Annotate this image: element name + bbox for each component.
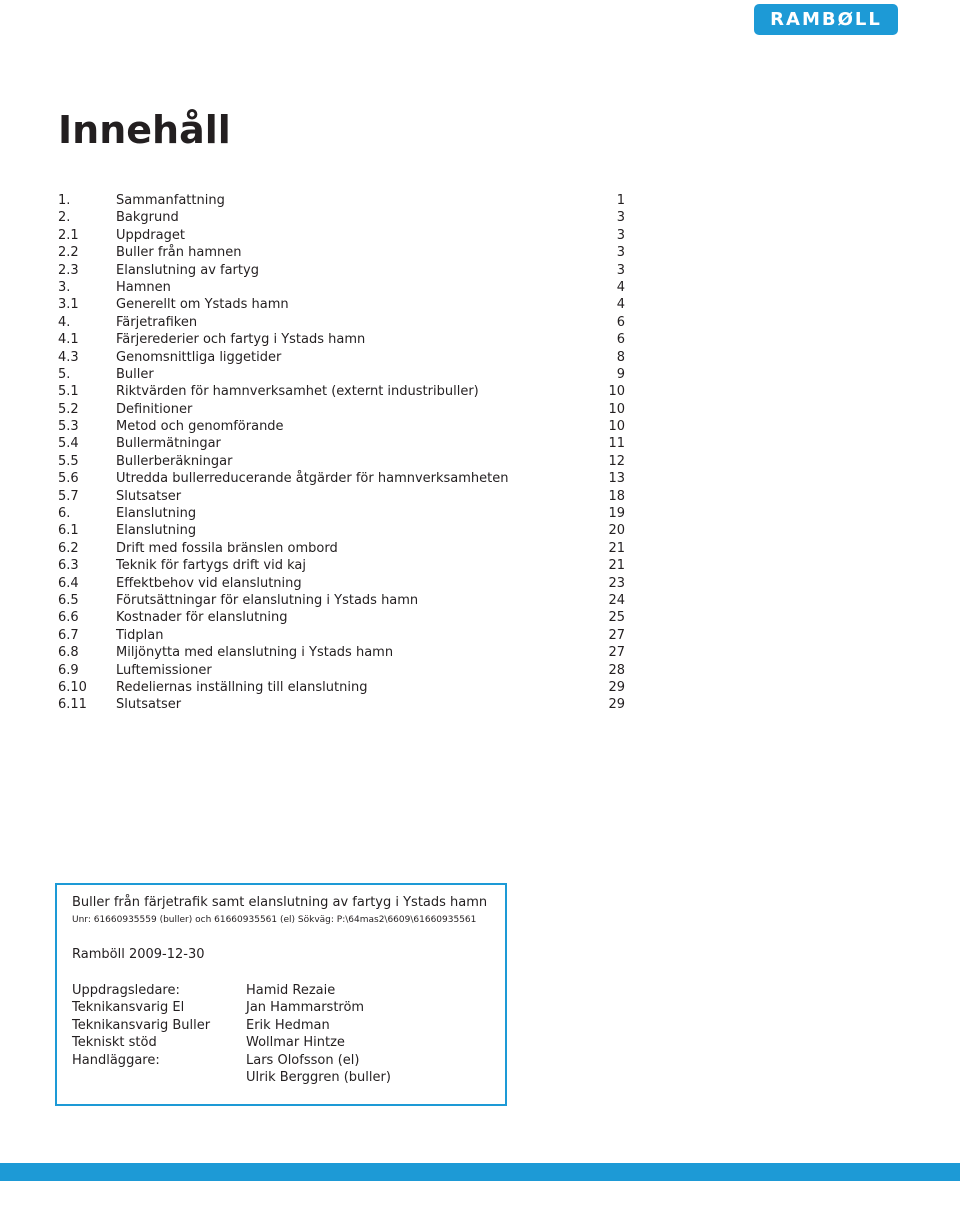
toc-page: 13 bbox=[608, 471, 625, 487]
toc-text: Hamnen bbox=[116, 279, 171, 295]
toc-number: 6.2 bbox=[58, 540, 79, 556]
logo-text: RAMBØLL bbox=[770, 9, 882, 30]
toc-number: 5.1 bbox=[58, 384, 79, 400]
toc-entry bbox=[58, 209, 628, 226]
document-reference: Unr: 61660935559 (buller) och 61660935561 (el) Sökväg: P:\64mas2\6609\61660935561 bbox=[72, 915, 477, 925]
toc-entry bbox=[58, 349, 628, 366]
toc-entry bbox=[58, 401, 628, 418]
toc-entry bbox=[58, 331, 628, 348]
toc-text: Riktvärden för hamnverksamhet (externt industribuller) bbox=[116, 384, 479, 400]
toc-text: Sammanfattning bbox=[116, 193, 225, 208]
toc-entry bbox=[58, 244, 628, 261]
toc-number: 2. bbox=[58, 210, 71, 226]
toc-text: Färjerederier och fartyg i Ystads hamn bbox=[116, 332, 366, 348]
toc-entry bbox=[58, 696, 628, 713]
toc-page: 11 bbox=[608, 436, 625, 452]
toc-number: 4.3 bbox=[58, 349, 79, 365]
toc-page: 9 bbox=[616, 366, 625, 382]
toc-page: 4 bbox=[616, 297, 625, 313]
toc-number: 5.6 bbox=[58, 471, 79, 487]
toc-number: 6.6 bbox=[58, 610, 79, 626]
toc-text: Buller från hamnen bbox=[116, 245, 242, 261]
toc-number: 2.3 bbox=[58, 262, 79, 278]
role-label: Teknikansvarig Buller bbox=[72, 1017, 211, 1033]
toc-entry bbox=[58, 557, 628, 574]
toc-entry bbox=[58, 453, 628, 470]
names-column bbox=[246, 982, 391, 1086]
toc-entry bbox=[58, 679, 628, 696]
toc-number: 6.5 bbox=[58, 592, 79, 608]
toc-text: Bullerberäkningar bbox=[116, 453, 233, 469]
toc-number: 4. bbox=[58, 314, 71, 330]
toc-number: 5.5 bbox=[58, 453, 79, 469]
toc-number: 6.4 bbox=[58, 575, 79, 591]
toc-page: 27 bbox=[608, 645, 625, 661]
toc-entry bbox=[58, 366, 628, 383]
toc-text: Slutsatser bbox=[116, 697, 182, 713]
person-name: Lars Olofsson (el) bbox=[246, 1052, 360, 1068]
page-title: Innehåll bbox=[58, 108, 231, 152]
toc-number: 2.1 bbox=[58, 227, 79, 243]
toc-text: Definitioner bbox=[116, 401, 193, 417]
toc-entry bbox=[58, 522, 628, 539]
toc-text: Luftemissioner bbox=[116, 662, 212, 678]
toc-text: Elanslutning bbox=[116, 523, 197, 539]
toc-entry bbox=[58, 418, 628, 435]
person-name: Ulrik Berggren (buller) bbox=[246, 1069, 391, 1085]
person-name: Jan Hammarström bbox=[246, 1000, 365, 1016]
roles-column bbox=[72, 982, 210, 1069]
toc-number: 6.8 bbox=[58, 645, 79, 661]
toc-text: Slutsatser bbox=[116, 488, 182, 504]
toc-text: Teknik för fartygs drift vid kaj bbox=[116, 558, 306, 574]
toc-entry bbox=[58, 488, 628, 505]
toc-entry bbox=[58, 262, 628, 279]
toc-text: Tidplan bbox=[116, 627, 164, 643]
toc-entry bbox=[58, 644, 628, 661]
toc-page: 21 bbox=[608, 558, 625, 574]
toc-page: 27 bbox=[608, 627, 625, 643]
toc-page: 3 bbox=[616, 210, 625, 226]
toc-page: 4 bbox=[616, 279, 625, 295]
toc-page: 6 bbox=[616, 332, 625, 348]
role-label: Teknikansvarig El bbox=[72, 1000, 185, 1016]
toc-number: 3. bbox=[58, 279, 71, 295]
toc-entry bbox=[58, 609, 628, 626]
toc-text: Elanslutning bbox=[116, 506, 197, 522]
toc-text: Utredda bullerreducerande åtgärder för hamnverksamheten bbox=[116, 471, 509, 487]
toc-page: 29 bbox=[608, 697, 625, 713]
person-name: Wollmar Hintze bbox=[246, 1035, 345, 1051]
toc-entry bbox=[58, 575, 628, 592]
toc-page: 8 bbox=[616, 349, 625, 365]
toc-entry bbox=[58, 627, 628, 644]
toc-number: 3.1 bbox=[58, 297, 79, 313]
toc-number: 5.2 bbox=[58, 401, 79, 417]
toc-text: Buller bbox=[116, 366, 154, 382]
toc-page: 28 bbox=[608, 662, 625, 678]
toc-text: Effektbehov vid elanslutning bbox=[116, 575, 302, 591]
toc-page: 3 bbox=[616, 245, 625, 261]
toc-number: 5.7 bbox=[58, 488, 79, 504]
toc-page: 24 bbox=[608, 592, 625, 608]
toc-page: 19 bbox=[608, 506, 625, 522]
toc-text: Bullermätningar bbox=[116, 436, 221, 452]
toc-text: Kostnader för elanslutning bbox=[116, 610, 288, 626]
document-date: Ramböll 2009-12-30 bbox=[72, 947, 205, 962]
toc-page: 10 bbox=[608, 384, 625, 400]
toc-text: Färjetrafiken bbox=[116, 314, 198, 330]
toc-entry bbox=[58, 296, 628, 313]
toc-text: Genomsnittliga liggetider bbox=[116, 349, 282, 365]
toc-page: 3 bbox=[616, 262, 625, 278]
toc-text: Metod och genomförande bbox=[116, 419, 284, 435]
toc-number: 5. bbox=[58, 366, 71, 382]
toc-number: 1. bbox=[58, 193, 71, 208]
role-label: Tekniskt stöd bbox=[72, 1035, 157, 1051]
toc-number: 4.1 bbox=[58, 332, 79, 348]
toc-page: 12 bbox=[608, 453, 625, 469]
toc-entry bbox=[58, 192, 628, 209]
toc-text: Bakgrund bbox=[116, 210, 179, 226]
toc-text: Uppdraget bbox=[116, 227, 185, 243]
toc-entry bbox=[58, 592, 628, 609]
toc-page: 6 bbox=[616, 314, 625, 330]
toc-text: Förutsättningar för elanslutning i Ystads hamn bbox=[116, 592, 419, 608]
toc-text: Drift med fossila bränslen ombord bbox=[116, 540, 338, 556]
toc-text: Redeliernas inställning till elanslutning bbox=[116, 679, 368, 695]
toc-number: 6.7 bbox=[58, 627, 79, 643]
toc-page: 10 bbox=[608, 419, 625, 435]
document-title: Buller från färjetrafik samt elanslutning av fartyg i Ystads hamn bbox=[72, 895, 488, 910]
toc-entry bbox=[58, 662, 628, 679]
toc-number: 6.9 bbox=[58, 662, 79, 678]
footer-bar bbox=[0, 1163, 960, 1181]
toc-text: Generellt om Ystads hamn bbox=[116, 297, 289, 313]
role-label: Uppdragsledare: bbox=[72, 983, 180, 998]
toc-number: 6.1 bbox=[58, 523, 79, 539]
table-of-contents bbox=[58, 192, 628, 714]
toc-page: 21 bbox=[608, 540, 625, 556]
toc-entry bbox=[58, 470, 628, 487]
toc-number: 5.4 bbox=[58, 436, 79, 452]
person-name: Hamid Rezaie bbox=[246, 983, 336, 998]
toc-page: 29 bbox=[608, 679, 625, 695]
toc-entry bbox=[58, 279, 628, 296]
toc-entry bbox=[58, 435, 628, 452]
toc-number: 2.2 bbox=[58, 245, 79, 261]
toc-entry bbox=[58, 540, 628, 557]
toc-entry bbox=[58, 383, 628, 400]
toc-page: 25 bbox=[608, 610, 625, 626]
document-info-box bbox=[55, 883, 507, 1106]
toc-page: 10 bbox=[608, 401, 625, 417]
toc-entry bbox=[58, 227, 628, 244]
toc-page: 23 bbox=[608, 575, 625, 591]
toc-page: 18 bbox=[608, 488, 625, 504]
toc-number: 6.10 bbox=[58, 679, 87, 695]
ramboll-logo bbox=[754, 4, 898, 35]
role-label: Handläggare: bbox=[72, 1052, 160, 1068]
toc-number: 6.11 bbox=[58, 697, 87, 713]
toc-page: 3 bbox=[616, 227, 625, 243]
toc-page: 20 bbox=[608, 523, 625, 539]
toc-number: 6.3 bbox=[58, 558, 79, 574]
toc-page: 1 bbox=[616, 193, 625, 208]
toc-text: Elanslutning av fartyg bbox=[116, 262, 259, 278]
toc-number: 6. bbox=[58, 506, 71, 522]
toc-entry bbox=[58, 314, 628, 331]
person-name: Erik Hedman bbox=[246, 1017, 330, 1033]
toc-text: Miljönytta med elanslutning i Ystads hamn bbox=[116, 645, 394, 661]
toc-number: 5.3 bbox=[58, 419, 79, 435]
toc-entry bbox=[58, 505, 628, 522]
